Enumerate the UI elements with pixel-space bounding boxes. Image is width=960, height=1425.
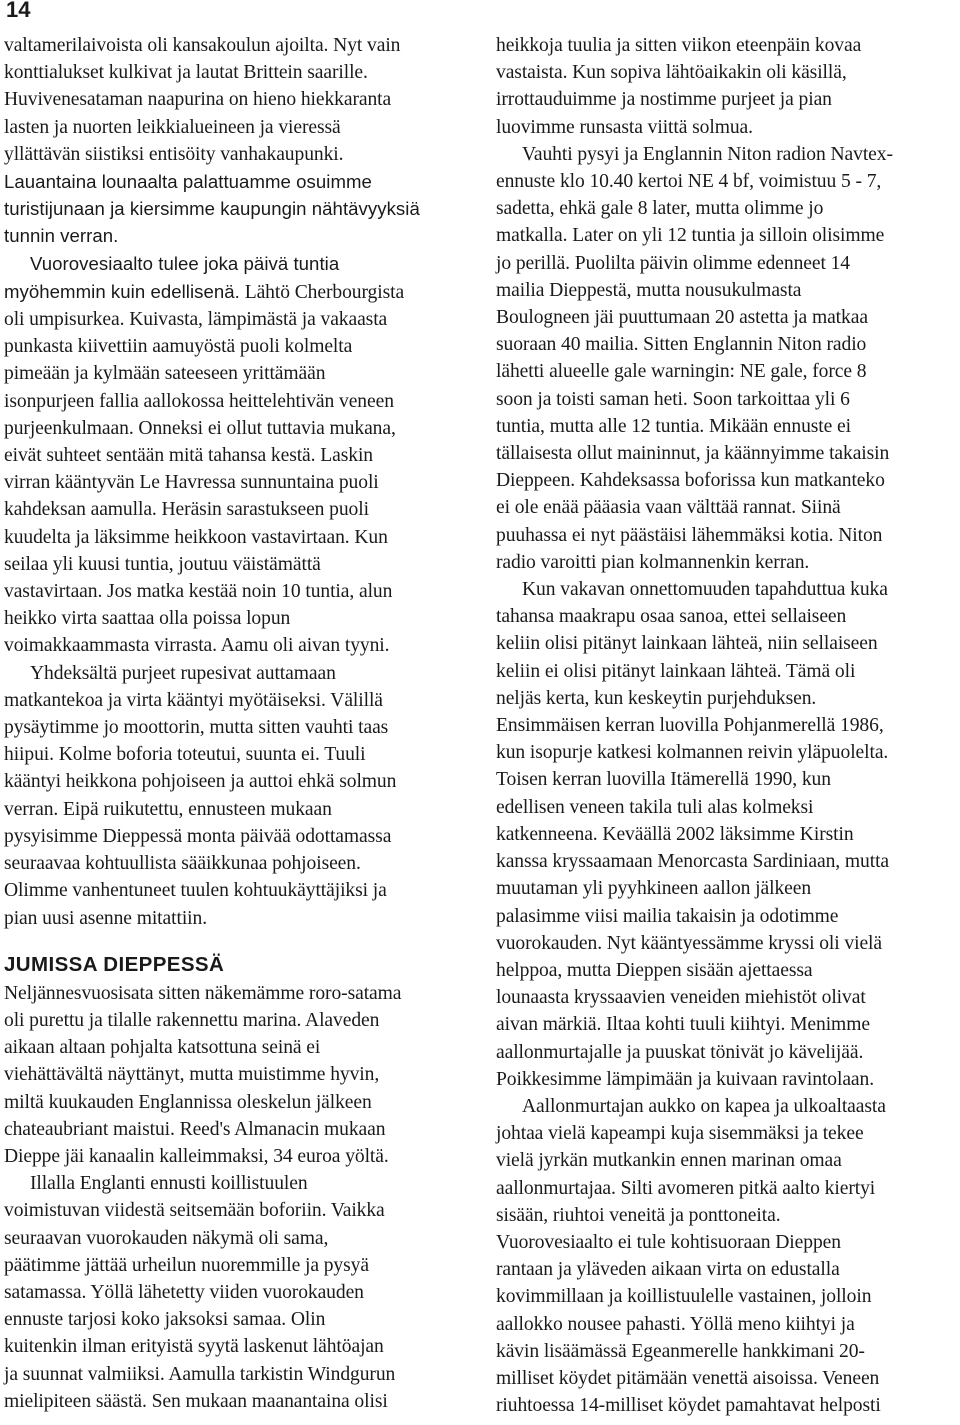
paragraph: Aallonmurtajan aukko on kapea ja ulkoaltaasta johtaa vielä kapeampi kuja sisemmäksi ja tekee vielä jyrkän mutkankin ennen marinan omaa aallonmurtajaa. Silti avomeren pitkä aalto kiertyi sisään, riuhtoi veneitä ja ponttoneita. Vuorovesiaalto ei tule kohtisuoraan Dieppen rantaan ja yläveden aikaan virta on edustalla kovimmillaan ja koillistuulelle vastainen, jolloin aallokko nousee pahasti. Yöllä meno kiihtyi ja kävin lisäämässä Egeanmerelle hankkimani 20- milliset köydet pitämään venettä aisoissa. Veneen riuhtoessa 14-milliset köydet pamahtavat helposti [496,1095,886,1417]
paragraph-lead: Vuorovesiaalto tulee joka päivä tuntia myöhemmin kuin edellisenä. [4,252,340,302]
paragraph: Yhdeksältä purjeet rupesivat auttamaan matkantekoa ja virta kääntyi myötäiseksi. Välillä pysäytimme jo moottorin, mutta sitten vauhti taas hiipui. Kolme boforia toteutui, suunta ei. Tuuli kääntyi heikkona pohjoiseen ja auttoi ehkä solmun verran. Eipä ruikutettu, ennusteen mukaan pysyisimme Dieppessä monta päivää odottamassa seuraavaa kohtuullista sääikkunaa pohjoiseen. Olimme vanhentuneet tuulen kohtuukäyttäjiksi ja pian uusi asenne mitattiin. [4,662,397,929]
paragraph: Illalla Englanti ennusti koillistuulen voimistuvan viidestä seitsemään boforiin. Vaikka seuraavan vuorokauden näkymä oli sama, päätimme jättää urheilun nuoremmille ja pysyä satamassa. Yöllä lähetetty viiden vuorokauden ennuste tarjosi koko jaksoksi samaa. Olin kuitenkin ilman erityistä syytä laskenut lähtöajan ja suunnat valmiiksi. Aamulla tarkistin Windgurun mielipiteen säästä. Sen mukaan maanantaina olisi [4,1173,396,1412]
left-column [4,32,474,1415]
paragraph: heikkoja tuulia ja sitten viikon eteenpäin kovaa vastaista. Kun sopiva lähtöaikakin oli käsillä, irrottauduimme ja nostimme purjeet ja pian luovimme runsasta viittä solmua. [496,35,862,138]
paragraph: valtamerilaivoista oli kansakoulun ajoilta. Nyt vain konttialukset kulkivat ja lautat Brittein saarille. Huvivenesataman naapurina on hieno hiekkaranta lasten ja nuorten leikkialueineen ja vieressä yllättävän siistiksi entisöity vanhakaupunki. [4,35,401,165]
paragraph-rest: Lähtö Cherbourgista oli umpisurkea. Kuivasta, lämpimästä ja vakaasta punkasta kiivettiin aamuyöstä puoli kolmelta pimeään ja kylmään sateeseen yrittämään isonpurjeen fallia aallokossa heittelehtivän veneen purjeenkulmaan. Onneksi ei ollut tuttavia mukana, eivät suhteet sentään mitä tahansa kestä. Laskin virran kääntyvän Le Havressa sunnuntaina puoli kahdeksan aamulla. Heräsin sarastukseen puoli kuudelta ja läksimme heikkoon vastavirtaan. Kun seilaa yli kuusi tuntia, joutuu väistämättä vastavirtaan. Jos matka kestää noin 10 tuntia, alun heikko virta saattaa olla poissa lopun voimakkaammasta virrasta. Aamu oli aivan tyyni. [4,281,405,657]
right-column [496,32,958,1419]
paragraph [4,250,474,660]
paragraph: Lauantaina lounaalta palattuamme osuimme turistijunaan ja kiersimme kaupungin nähtävyyksiä tunnin verran. [4,171,420,247]
paragraph: Vauhti pysyi ja Englannin Niton radion Navtex- ennuste klo 10.40 kertoi NE 4 bf, voimistuu 5 - 7, sadetta, ehkä gale 8 later, mutta olimme jo matkalla. Later on yli 12 tuntia ja silloin olisimme jo perillä. Puolilta päivin olimme edenneet 14 mailia Dieppestä, mutta nousukulmasta Boulogneen jäi puuttumaan 20 astetta ja matkaa suoraan 40 mailia. Sitten Englannin Niton radio lähetti alueelle gale warningin: NE gale, force 8 soon ja toisti saman heti. Soon tarkoittaa yli 6 tuntia, mutta alle 12 tuntia. Mikään ennuste ei tällaisesta ollut maininnut, ja käännyimme takaisin Dieppeen. Kahdeksassa boforissa kun matkanteko ei ole enää pääasia vaan välttää rannat. Siinä puuhassa ei nyt päästäisi lähemmäksi kotia. Niton radio varoitti pian kolmannenkin kerran. [496,143,893,573]
paragraph: Kun vakavan onnettomuuden tapahduttua kuka tahansa maakrapu osaa sanoa, ettei sellaiseen keliin olisi pitänyt lainkaan lähteä, niin sellaiseen keliin ei olisi pitänyt lainkaan lähteä. Tämä oli neljäs kerta, kun keskeytin purjehduksen. Ensimmäisen kerran luovilla Pohjanmerellä 1986, kun isopurje katkesi kolmannen reivin yläpuolelta. Toisen kerran luovilla Itämerellä 1990, kun edellisen veneen takila tuli alas kolmeksi katkenneena. Keväällä 2002 läksimme Kirstin kanssa kryssaamaan Menorcasta Sardiniaan, mutta muutaman yli pyyhkineen aallon jälkeen palasimme viisi mailia takaisin ja odotimme vuorokauden. Nyt kääntyessämme kryssi oli vielä helppoa, mutta Dieppen sisään ajettaessa lounaasta kryssaavien veneiden miehistöt olivat aivan märkiä. Iltaa kohti tuuli kiihtyi. Menimme aallonmurtajalle ja puuskat tönivät jo kävelijää. Poikkesimme lämpimään ja kuivaan ravintolaan. [496,579,890,1090]
paragraph: Neljännesvuosisata sitten näkemämme roro-satama oli purettu ja tilalle rakennettu marina. Alaveden aikaan altaan pohjalta katsottuna seinä ei viehättävältä näyttänyt, mutta muistimme hyvin, miltä kuukauden Englannissa oleskelun jälkeen chateaubriant maistui. Reed's Almanacin mukaan Dieppe jäi kanaalin kalleimmaksi, 34 euroa yöltä. [4,982,402,1167]
section-heading: JUMISSA DIEPPESSÄ [4,952,225,976]
page-number: 14 [6,0,31,22]
